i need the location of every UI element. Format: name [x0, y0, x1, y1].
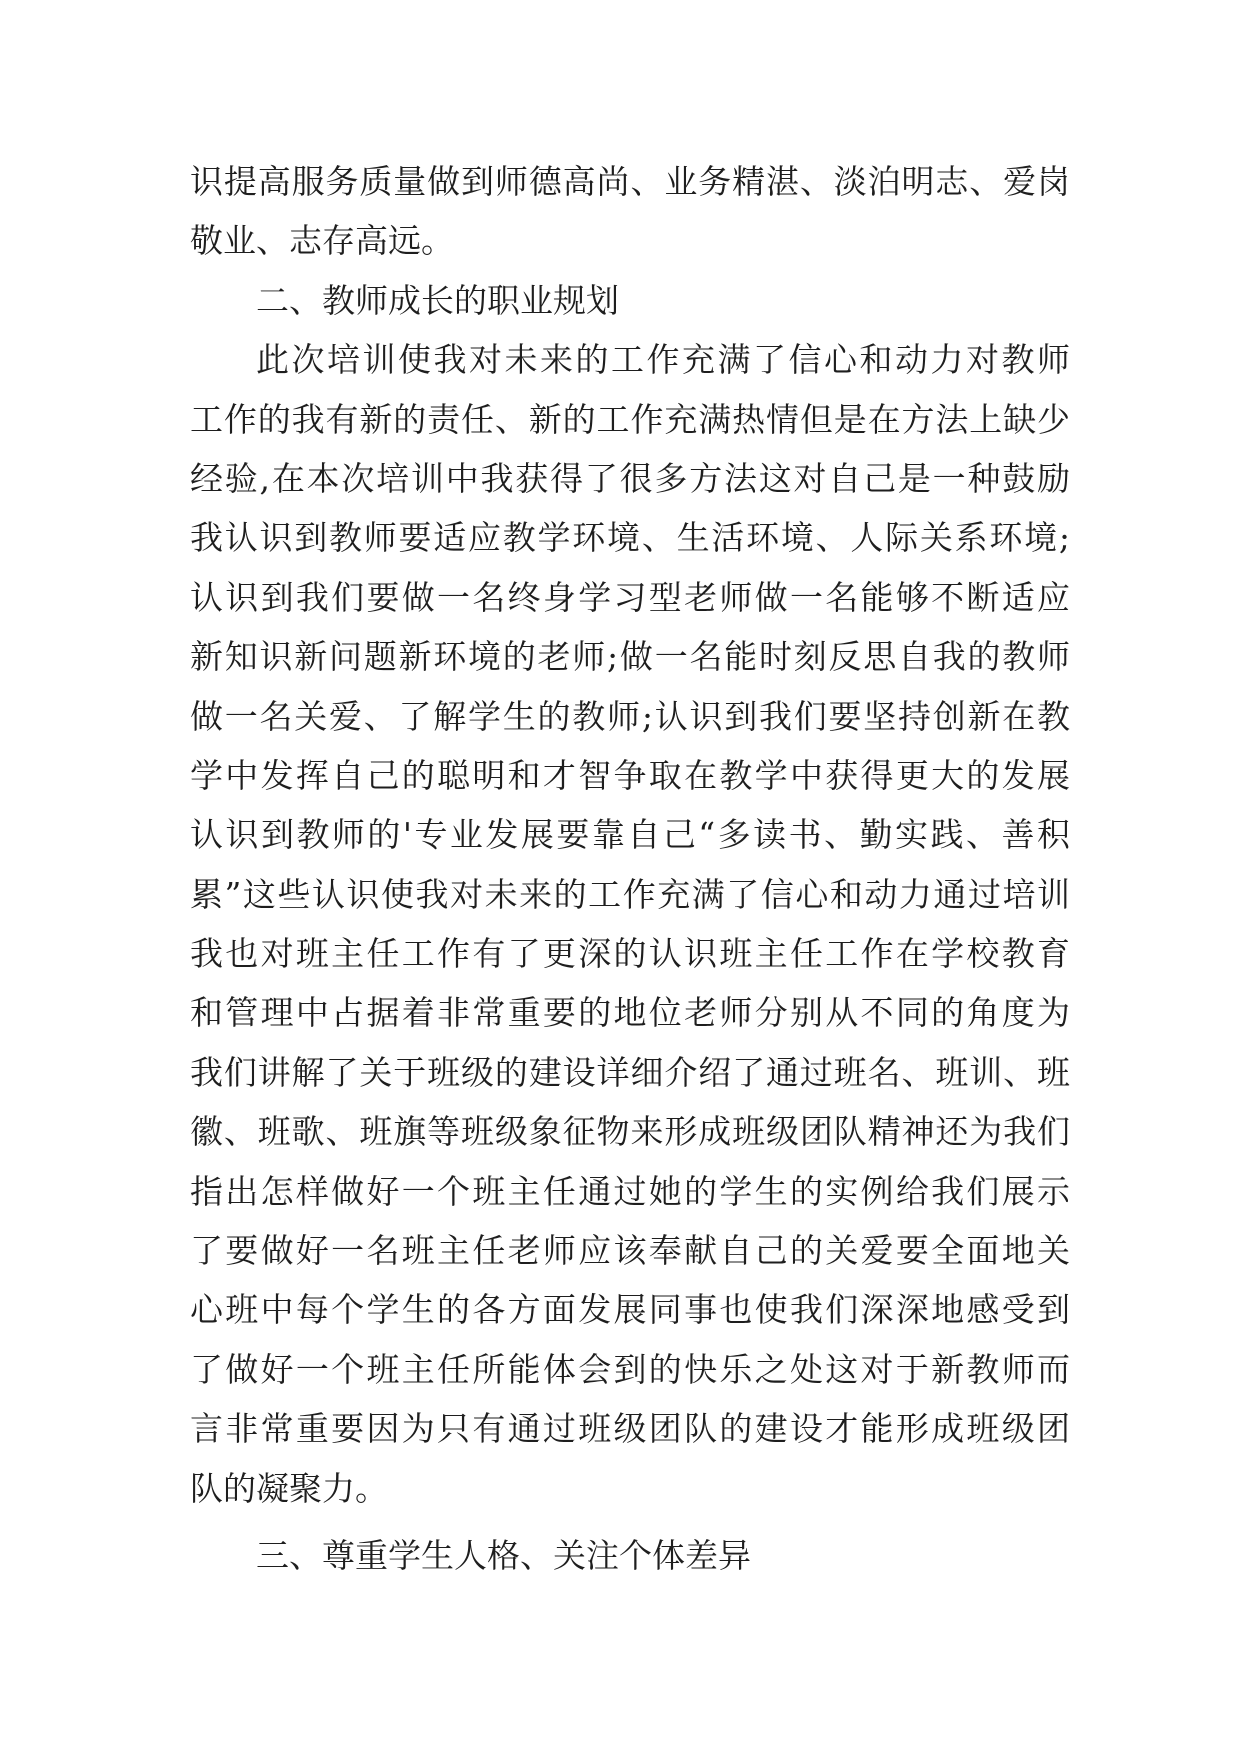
paragraph-line: 队的凝聚力。	[190, 1468, 388, 1508]
paragraph-line: 心班中每个学生的各方面发展同事也使我们深深地感受到	[190, 1290, 1070, 1330]
document-body	[190, 152, 1070, 1585]
paragraph-line: 指出怎样做好一个班主任通过她的学生的实例给我们展示	[190, 1171, 1070, 1211]
paragraph-line: 此次培训使我对未来的工作充满了信心和动力对教师	[256, 340, 1070, 380]
paragraph-line: 工作的我有新的责任、新的工作充满热情但是在方法上缺少	[190, 399, 1070, 439]
paragraph-line: 识提高服务质量做到师德高尚、业务精湛、淡泊明志、爱岗	[190, 162, 1070, 201]
paragraph-line: 敬业、志存高远。	[190, 221, 454, 261]
section-heading-3: 三、尊重学生人格、关注个体差异	[256, 1535, 751, 1575]
paragraph-line: 和管理中占据着非常重要的地位老师分别从不同的角度为	[190, 993, 1070, 1033]
paragraph-line: 徽、班歌、班旗等班级象征物来形成班级团队精神还为我们	[190, 1112, 1070, 1152]
paragraph-line: 了要做好一名班主任老师应该奉献自己的关爱要全面地关	[190, 1231, 1070, 1271]
section-heading-2: 二、教师成长的职业规划	[256, 280, 619, 320]
paragraph-line: 认识到教师的'专业发展要靠自己“多读书、勤实践、善积	[190, 815, 1070, 855]
paragraph-line: 了做好一个班主任所能体会到的快乐之处这对于新教师而	[190, 1349, 1070, 1389]
paragraph-line: 学中发挥自己的聪明和才智争取在教学中获得更大的发展	[190, 755, 1070, 795]
section-gap	[190, 1518, 1070, 1526]
paragraph-line: 经验,在本次培训中我获得了很多方法这对自己是一种鼓励	[190, 458, 1070, 498]
paragraph-line: 我认识到教师要适应教学环境、生活环境、人际关系环境;	[190, 518, 1070, 558]
paragraph-line: 我们讲解了关于班级的建设详细介绍了通过班名、班训、班	[190, 1052, 1070, 1092]
paragraph-line: 累”这些认识使我对未来的工作充满了信心和动力通过培训	[190, 874, 1070, 914]
paragraph-line: 认识到我们要做一名终身学习型老师做一名能够不断适应	[190, 577, 1070, 617]
paragraph-line: 我也对班主任工作有了更深的认识班主任工作在学校教育	[190, 934, 1070, 974]
paragraph-line: 做一名关爱、了解学生的教师;认识到我们要坚持创新在教	[190, 696, 1070, 736]
paragraph-line: 言非常重要因为只有通过班级团队的建设才能形成班级团	[190, 1409, 1070, 1449]
paragraph-line: 新知识新问题新环境的老师;做一名能时刻反思自我的教师	[190, 637, 1070, 677]
